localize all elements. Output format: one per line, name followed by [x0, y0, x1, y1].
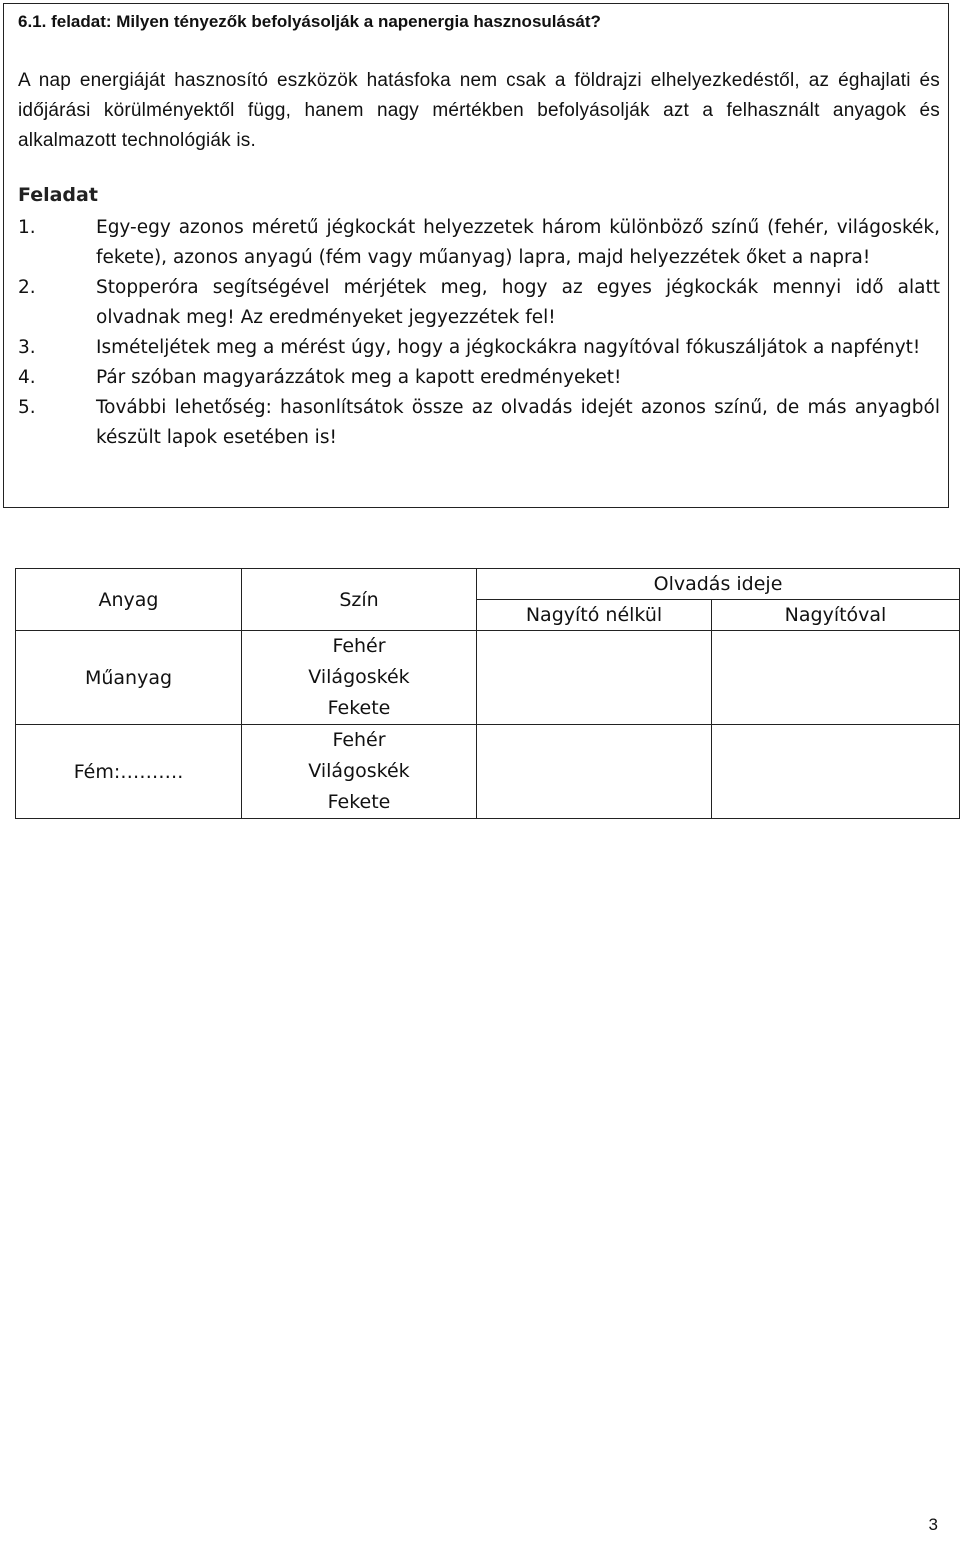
- task-step-text: További lehetőség: hasonlítsátok össze az olvadás idejét azonos színű, de más anyagból készült lapok esetében is!: [96, 397, 940, 448]
- header-material: Anyag: [16, 569, 242, 631]
- task-step-number: 1.: [18, 217, 36, 238]
- task-steps: [18, 213, 940, 453]
- task-heading: Feladat: [18, 184, 98, 206]
- material-cell: Műanyag: [16, 631, 242, 725]
- table-row: [16, 725, 960, 819]
- task-step: [18, 213, 940, 273]
- task-step: [18, 333, 940, 363]
- task-box: [3, 3, 949, 508]
- material-cell: Fém:……….: [16, 725, 242, 819]
- task-intro: A nap energiáját hasznosító eszközök hatásfoka nem csak a földrajzi elhelyezkedéstől, az éghajlati és időjárási körülményektől függ, hanem nagy mértékben befolyásolják azt a felhasznált anyagok és alkalmazott technológiák is.: [18, 70, 940, 151]
- task-step: [18, 363, 940, 393]
- color-item: Világoskék: [308, 760, 410, 782]
- color-cell: [242, 631, 477, 725]
- task-step: [18, 393, 940, 453]
- color-item: Fehér: [332, 635, 386, 657]
- task-title: 6.1. feladat: Milyen tényezők befolyásolják a napenergia hasznosulását?: [18, 12, 601, 31]
- table-header-row: [16, 569, 960, 600]
- task-step-number: 4.: [18, 367, 36, 388]
- color-cell: [242, 725, 477, 819]
- time-with-magnifier-cell[interactable]: [712, 725, 960, 819]
- task-step-number: 2.: [18, 277, 36, 298]
- header-color: Szín: [242, 569, 477, 631]
- time-without-magnifier-cell[interactable]: [477, 631, 712, 725]
- header-melting-time: Olvadás ideje: [477, 569, 960, 600]
- color-item: Fekete: [327, 791, 391, 813]
- task-step: [18, 273, 940, 333]
- task-step-text: Ismételjétek meg a mérést úgy, hogy a jégkockákra nagyítóval fókuszáljátok a napfényt!: [96, 337, 921, 358]
- task-step-number: 5.: [18, 397, 36, 418]
- page-number: 3: [928, 1515, 938, 1534]
- color-item: Fehér: [332, 729, 386, 751]
- header-with-magnifier: Nagyítóval: [712, 600, 960, 631]
- task-step-text: Egy-egy azonos méretű jégkockát helyezzetek három különböző színű (fehér, világoskék, fekete), azonos anyagú (fém vagy műanyag) lapra, majd helyezzétek őket a napra!: [96, 217, 940, 268]
- table-row: [16, 631, 960, 725]
- time-without-magnifier-cell[interactable]: [477, 725, 712, 819]
- color-item: Világoskék: [308, 666, 410, 688]
- time-with-magnifier-cell[interactable]: [712, 631, 960, 725]
- task-step-text: Pár szóban magyarázzátok meg a kapott eredményeket!: [96, 367, 622, 388]
- task-step-text: Stopperóra segítségével mérjétek meg, hogy az egyes jégkockák mennyi idő alatt olvadnak meg! Az eredményeket jegyezzétek fel!: [96, 277, 940, 328]
- header-without-magnifier: Nagyító nélkül: [477, 600, 712, 631]
- results-table: [15, 568, 960, 819]
- color-item: Fekete: [327, 697, 391, 719]
- task-step-number: 3.: [18, 337, 36, 358]
